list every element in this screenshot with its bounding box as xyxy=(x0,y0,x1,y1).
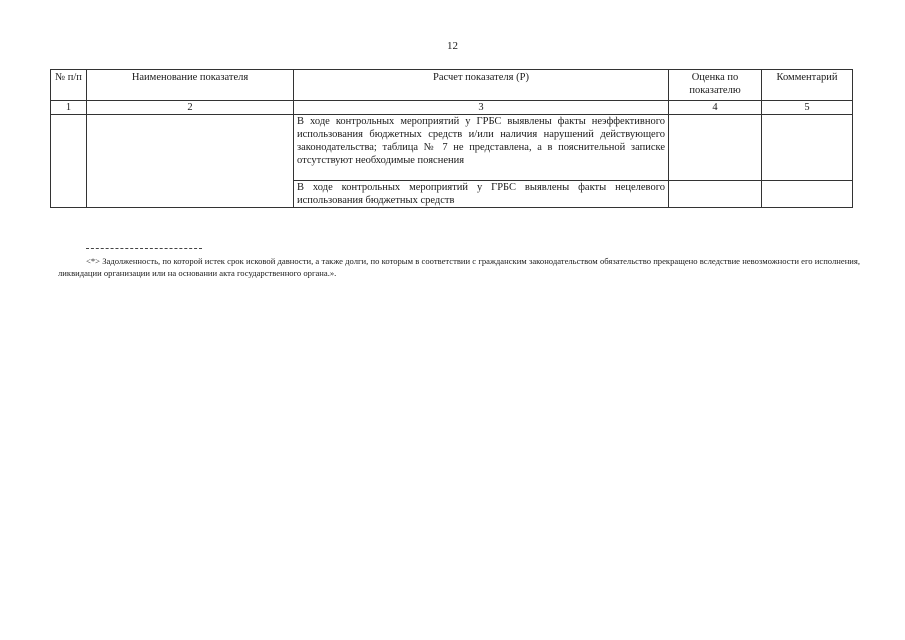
row-comment-cell xyxy=(762,181,853,208)
row-calculation-cell: В ходе контрольных мероприятий у ГРБС выявлены факты нецелевого использования бюджетных средств xyxy=(294,181,669,208)
page-number: 12 xyxy=(447,40,458,52)
footnote-divider xyxy=(86,248,202,249)
header-num: № п/п xyxy=(51,70,87,101)
header-name: Наименование показателя xyxy=(87,70,294,101)
table-row xyxy=(51,115,853,181)
column-number: 2 xyxy=(87,101,294,115)
indicators-table xyxy=(50,69,853,208)
column-number: 5 xyxy=(762,101,853,115)
row-score-cell xyxy=(669,115,762,181)
column-numbers-row xyxy=(51,101,853,115)
row-calculation-cell: В ходе контрольных мероприятий у ГРБС выявлены факты неэффективного использования бюджетных средств и/или наличия нарушений действующего законодательства; таблица № 7 не представлена, а в пояснительной записке отсутствуют необходимые пояснения xyxy=(294,115,669,181)
header-calculation: Расчет показателя (P) xyxy=(294,70,669,101)
row-num-cell xyxy=(51,115,87,208)
column-number: 1 xyxy=(51,101,87,115)
footnote-text: <*> Задолженность, по которой истек срок исковой давности, а также долги, по которым в соответствии с гражданским законодательством обязательство прекращено вследствие невозможности его исполнения, ликвидации организации или на основании акта государственного органа.». xyxy=(58,256,860,278)
header-comment: Комментарий xyxy=(762,70,853,101)
row-score-cell xyxy=(669,181,762,208)
table-header-row xyxy=(51,70,853,101)
column-number: 4 xyxy=(669,101,762,115)
header-score: Оценка по показателю xyxy=(669,70,762,101)
row-comment-cell xyxy=(762,115,853,181)
row-name-cell xyxy=(87,115,294,208)
column-number: 3 xyxy=(294,101,669,115)
